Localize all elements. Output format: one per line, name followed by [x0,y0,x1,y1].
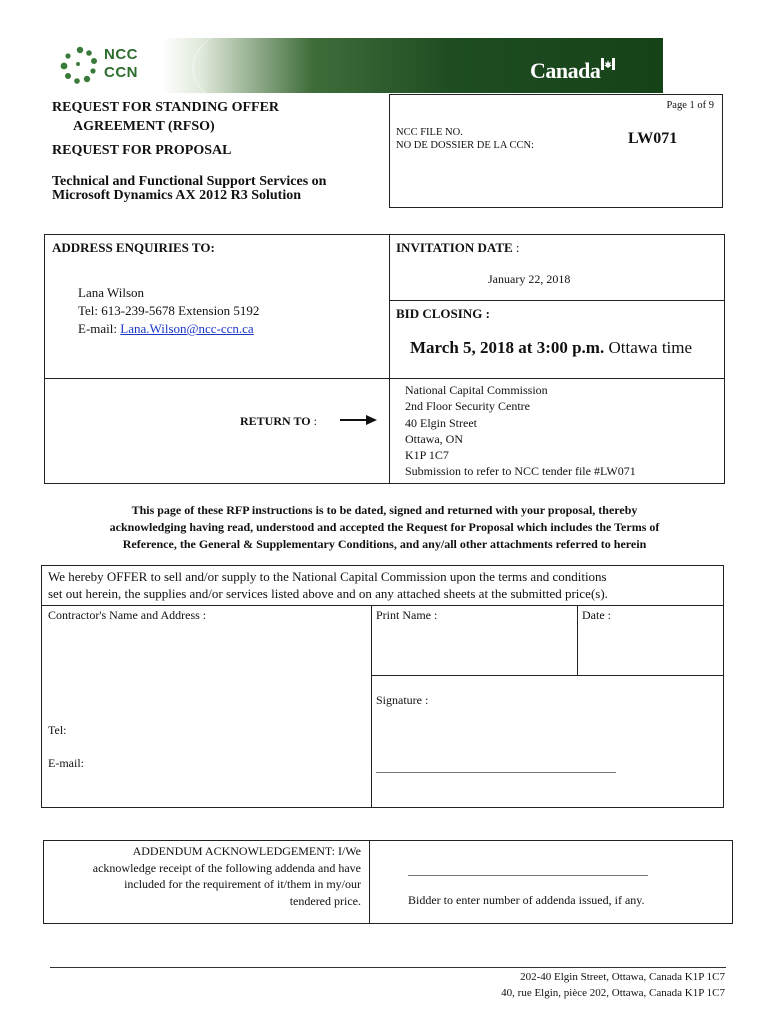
addendum-blank-line: ________________________________________ [408,863,648,877]
footer-rule [50,967,726,968]
invitation-colon: : [512,240,520,255]
canada-flag-icon [601,58,615,70]
addendum-bidder-note: Bidder to enter number of addenda issued, if any. [408,893,645,907]
file-number-box [389,94,723,208]
return-address-line: 40 Elgin Street [405,415,477,430]
logo-text-ccn: CCN [104,64,138,81]
return-address-line: K1P 1C7 [405,448,449,463]
addendum-line: acknowledge receipt of the following addenda and have [92,860,361,875]
offer-line: set out herein, the supplies and/or services listed above and on any attached sheets at the submitted price(s). [48,586,608,601]
print-name-label: Print Name : [376,608,438,622]
addendum-line: ADDENDUM ACKNOWLEDGEMENT: I/We [132,844,361,858]
logo-text-ncc: NCC [104,46,138,63]
contact-email-row [78,321,254,337]
enquiries-label: ADDRESS ENQUIRIES TO: [52,240,215,255]
footer-address-fr: 40, rue Elgin, pièce 202, Ottawa, Canada K1P 1C7 [501,986,725,999]
contractor-label: Contractor's Name and Address : [48,608,207,622]
return-address-line: Ottawa, ON [405,431,463,446]
return-to-colon: : [310,414,317,428]
invitation-row [396,240,520,256]
file-label-en: NCC FILE NO. [396,127,463,138]
offer-divider-vertical [371,605,372,808]
addendum-line: included for the requirement of it/them in my/our [124,877,361,891]
canada-wordmark: Canada [530,58,601,83]
offer-statement [48,568,608,602]
rfp-title: REQUEST FOR PROPOSAL [52,143,232,158]
bid-closing-timezone: Ottawa time [604,338,693,357]
return-address-line: National Capital Commission [405,383,548,397]
return-divider [44,378,725,379]
instructions-line: This page of these RFP instructions is to be dated, signed and returned with your proposal, thereby [131,503,638,517]
subject-line1: Technical and Functional Support Services on [52,174,327,189]
contact-email-label: E-mail: [78,321,121,336]
bid-closing-label: BID CLOSING : [396,306,490,321]
date-divider-vertical [577,605,578,675]
addendum-line: tendered price. [289,893,361,908]
rfso-title-line1: REQUEST FOR STANDING OFFER [52,100,280,115]
bid-closing-date: March 5, 2018 at 3:00 p.m. [410,338,605,357]
contact-name: Lana Wilson [78,285,145,300]
offer-divider [41,605,724,606]
tel-label: Tel: [48,723,67,737]
footer-address-en: 202-40 Elgin Street, Ottawa, Canada K1P 1C7 [520,971,725,983]
signature-line: ________________________________________ [376,760,616,774]
subject-line2: Microsoft Dynamics AX 2012 R3 Solution [52,188,302,203]
file-label-fr: NO DE DOSSIER DE LA CCN: [396,140,534,151]
bid-closing-row [410,338,692,358]
instructions-line: acknowledging having read, understood and accepted the Request for Proposal which includes the Terms of [109,520,660,534]
contact-email-link[interactable]: Lana.Wilson@ncc-ccn.ca [120,321,254,336]
instructions-paragraph [44,502,725,553]
return-address-line: 2nd Floor Security Centre [405,399,530,414]
addendum-text [48,843,361,909]
return-to-label: RETURN TO [240,414,311,428]
block-divider-vertical [389,234,390,484]
footer-address [300,970,725,1001]
arrow-right-icon [340,414,378,426]
contact-tel: Tel: 613-239-5678 Extension 5192 [78,303,260,318]
rfso-title-line2: AGREEMENT (RFSO) [73,119,215,134]
file-number: LW071 [628,130,678,147]
page-number: Page 1 of 9 [666,100,714,111]
date-label: Date : [582,608,611,622]
instructions-line: Reference, the General & Supplementary Conditions, and any/all other attachments referred to herein [122,537,647,551]
addendum-divider-vertical [369,840,370,924]
return-to-row [240,414,317,429]
invitation-date: January 22, 2018 [488,272,571,286]
offer-line: We hereby OFFER to sell and/or supply to the National Capital Commission upon the terms and conditions [48,569,607,584]
invitation-label: INVITATION DATE [396,240,513,255]
banner-swoosh [192,38,454,93]
ncc-logo-icon [58,44,106,88]
signature-label: Signature : [376,693,429,707]
return-address [405,382,636,480]
signature-divider [371,675,724,676]
email-label: E-mail: [48,756,84,770]
return-address-line: Submission to refer to NCC tender file #LW071 [405,464,636,479]
invitation-divider [389,300,725,301]
